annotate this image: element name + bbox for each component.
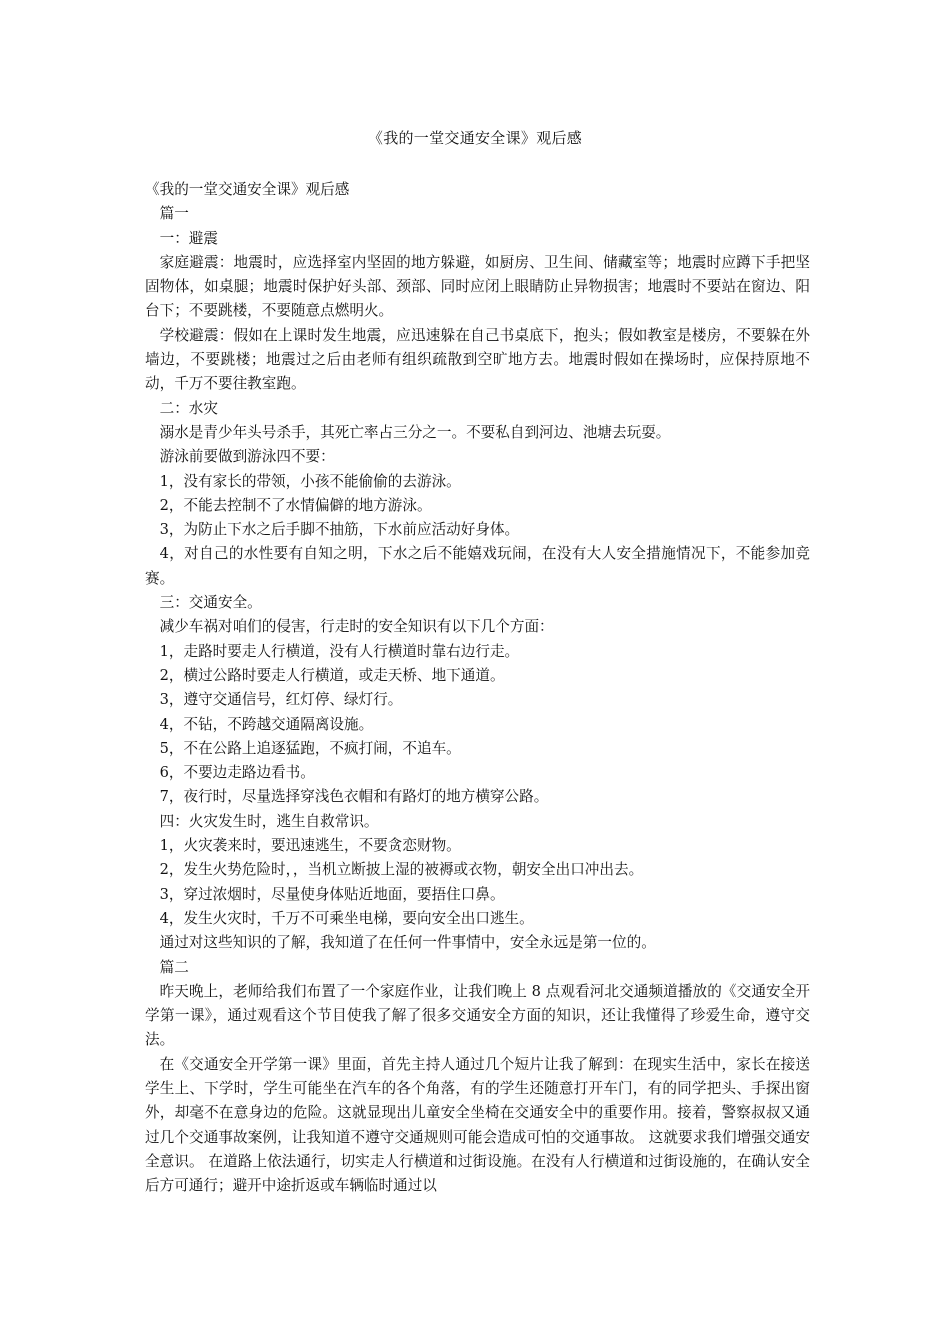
- list-item: 4，不钻，不跨越交通隔离设施。: [159, 715, 374, 733]
- paragraph-home-earthquake: 家庭避震：地震时，应选择室内坚固的地方躲避，如厨房、卫生间、储藏室等；地震时应蹲下手把坚固物体，如桌腿；地震时保护好头部、颈部、同时应闭上眼睛防止异物损害；地震时不要站在窗边、阳台下；不要跳楼，不要随意点燃明火。: [145, 253, 810, 320]
- list-item: 3，遵守交通信号，红灯停、绿灯行。: [159, 691, 403, 709]
- paragraph-conclusion: 通过对这些知识的了解，我知道了在任何一件事情中，安全永远是第一位的。: [159, 934, 656, 952]
- list-item: 7，夜行时，尽量选择穿浅色衣帽和有路灯的地方横穿公路。: [159, 788, 549, 806]
- document-title: 《我的一堂交通安全课》观后感: [367, 129, 583, 147]
- paragraph-school-earthquake: 学校避震：假如在上课时发生地震，应迅速躲在自己书桌底下，抱头；假如教室是楼房，不要躲在外墙边，不要跳楼；地震过之后由老师有组织疏散到空旷地方去。地震时假如在操场时，应保持原地不动，千万不要往教室跑。: [145, 326, 810, 393]
- list-item: 1，没有家长的带领，小孩不能偷偷的去游泳。: [159, 472, 461, 490]
- paragraph-traffic-intro: 减少车祸对咱们的侵害，行走时的安全知识有以下几个方面：: [159, 618, 554, 636]
- list-item: 2，发生火势危险时，，当机立断披上湿的被褥或衣物，朝安全出口冲出去。: [159, 861, 644, 879]
- list-item: 4，发生火灾时，千万不可乘坐电梯，要向安全出口逃生。: [159, 909, 534, 927]
- list-item: 5，不在公路上追逐猛跑，不疯打闹，不追车。: [159, 739, 461, 757]
- list-item: 2，不能去控制不了水情偏僻的地方游泳。: [159, 496, 432, 514]
- list-item: 6，不要边走路边看书。: [159, 764, 315, 782]
- body-title: 《我的一堂交通安全课》观后感: [145, 181, 350, 198]
- section-heading-earthquake: 一：避震: [159, 229, 218, 247]
- section-heading-flood: 二：水灾: [159, 399, 218, 417]
- document-body: [145, 178, 810, 1198]
- section-heading-fire: 四：火灾发生时，逃生自救常识。: [159, 812, 379, 830]
- paragraph-homework: 昨天晚上，老师给我们布置了一个家庭作业，让我们晚上 8 点观看河北交通频道播放的《交通安全开学第一课》，通过观看这个节目使我了解了很多交通安全方面的知识，还让我懂得了珍爱生命，遵守交法。: [145, 982, 810, 1049]
- list-item: 2，横过公路时要走人行横道，或走天桥、地下通道。: [159, 666, 505, 684]
- paragraph-swimming-rules: 游泳前要做到游泳四不要：: [159, 448, 335, 466]
- section-heading-part-1: 篇一: [159, 205, 189, 223]
- list-item: 3，穿过浓烟时，尽量使身体贴近地面，要捂住口鼻。: [159, 885, 505, 903]
- section-heading-traffic: 三：交通安全。: [159, 594, 262, 612]
- paragraph-program-content: 在《交通安全开学第一课》里面，首先主持人通过几个短片让我了解到：在现实生活中，家长在接送学生上、下学时，学生可能坐在汽车的各个角落，有的学生还随意打开车门，有的同学把头、手探出窗外，却毫不在意身边的危险。这就显现出儿童安全坐椅在交通安全中的重要作用。接着，警察叔叔又通过几个交通事故案例，让我知道不遵守交通规则可能会造成可怕的交通事故。 这就要求我们增强交通安全意识。 在道路上依法通行，切实走人行横道和过街设施。在没有人行横道和过街设施的，在确认安全后方可通行；避开中途折返或车辆临时通过以: [145, 1055, 810, 1195]
- paragraph-drowning: 溺水是青少年头号杀手，其死亡率占三分之一。不要私自到河边、池塘去玩耍。: [159, 423, 671, 441]
- list-item: 1，火灾袭来时，要迅速逃生，不要贪恋财物。: [159, 837, 461, 855]
- list-item: 4，对自己的水性要有自知之明，下水之后不能嬉戏玩闹，在没有大人安全措施情况下，不能参加竞赛。: [145, 545, 810, 587]
- list-item: 3，为防止下水之后手脚不抽筋，下水前应活动好身体。: [159, 521, 520, 539]
- section-heading-part-2: 篇二: [159, 958, 189, 976]
- list-item: 1，走路时要走人行横道，没有人行横道时靠右边行走。: [159, 642, 520, 660]
